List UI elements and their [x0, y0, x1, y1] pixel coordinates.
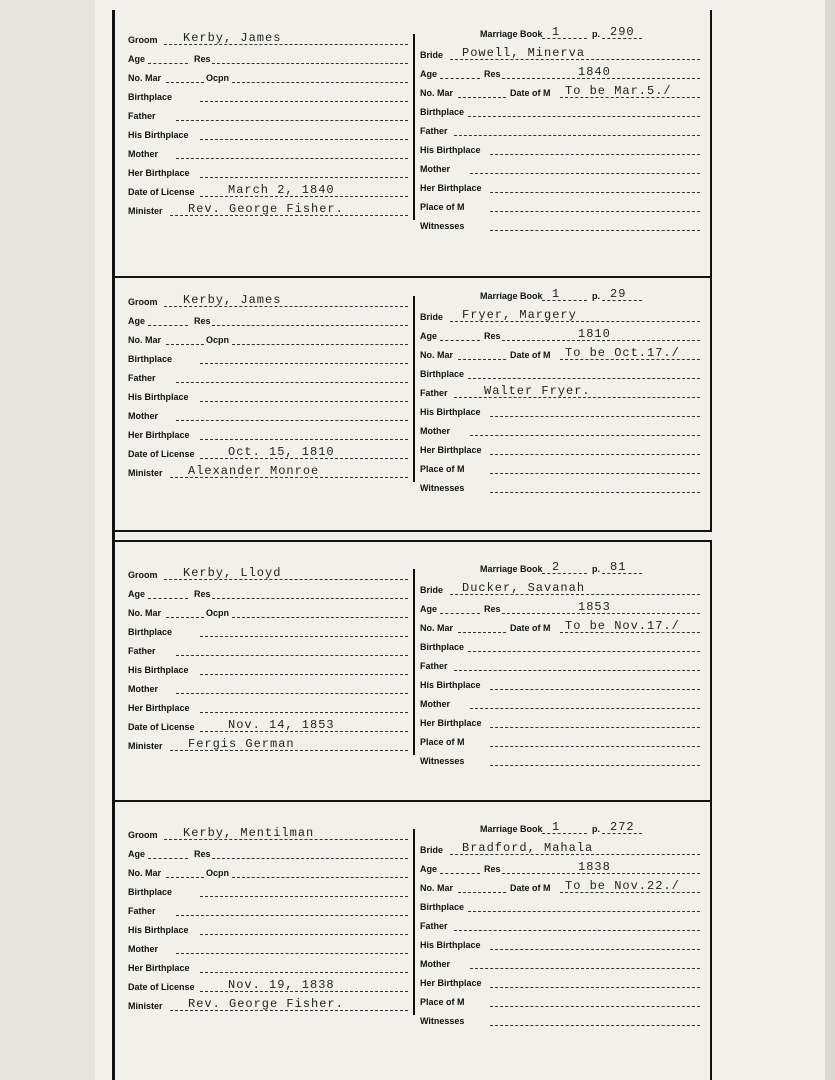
left-border [112, 10, 115, 1080]
fill-line [232, 617, 408, 618]
fill-line [232, 877, 408, 878]
fill-line [490, 1006, 700, 1007]
date-of-license-label: Date of License [128, 982, 195, 992]
fill-line [176, 953, 408, 954]
column-separator [413, 34, 415, 220]
card-divider-3 [115, 540, 712, 542]
marriage-book-label: Marriage Book [480, 824, 543, 834]
his-birthplace-label: His Birthplace [128, 925, 189, 935]
res-label: Res [194, 589, 211, 599]
fill-line [200, 101, 408, 102]
fill-line [200, 177, 408, 178]
birthplace-label: Birthplace [128, 92, 173, 102]
no-mar-label: No. Mar [128, 73, 162, 83]
marriage-record-card [128, 287, 703, 493]
fill-line [468, 911, 700, 912]
fill-line [470, 173, 700, 174]
mother-label: Mother [128, 149, 158, 159]
ocpn-label: Ocpn [206, 868, 230, 878]
fill-line [212, 858, 408, 859]
fill-line [454, 930, 700, 931]
bride-her-birthplace-label: Her Birthplace [420, 445, 482, 455]
fill-line [490, 154, 700, 155]
groom-name: Kerby, Mentilman [183, 826, 315, 840]
fill-line [440, 613, 480, 614]
fill-line [212, 325, 408, 326]
page-number: 272 [610, 820, 635, 834]
fill-line [200, 401, 408, 402]
fill-line [490, 1025, 700, 1026]
bride-age-label: Age [420, 69, 438, 79]
fill-line [148, 325, 188, 326]
minister-label: Minister [128, 468, 163, 478]
column-separator [413, 296, 415, 482]
bride-no-mar-label: No. Mar [420, 88, 454, 98]
bride-res-label: Res [484, 331, 501, 341]
bride-no-mar-label: No. Mar [420, 623, 454, 633]
date-of-m-label: Date of M [510, 350, 551, 360]
date-of-license-value: Nov. 19, 1838 [228, 978, 335, 992]
bride-father-label: Father [420, 126, 448, 136]
ocpn-label: Ocpn [206, 73, 230, 83]
fill-line [542, 833, 587, 834]
bride-name: Ducker, Savanah [462, 581, 586, 595]
bride-father-label: Father [420, 921, 448, 931]
date-of-m-value: To be Oct.17./ [565, 346, 680, 360]
date-of-m-value: To be Nov.22./ [565, 879, 680, 893]
place-of-m-label: Place of M [420, 202, 465, 212]
scan-left-margin [0, 0, 95, 1080]
fill-line [490, 689, 700, 690]
fill-line [458, 97, 506, 98]
bride-birthplace-label: Birthplace [420, 642, 465, 652]
fill-line [176, 120, 408, 121]
groom-label: Groom [128, 297, 158, 307]
fill-line [166, 877, 204, 878]
fill-line [232, 344, 408, 345]
bride-name: Bradford, Mahala [462, 841, 594, 855]
fill-line [166, 82, 204, 83]
fill-line [490, 765, 700, 766]
bride-age-label: Age [420, 604, 438, 614]
age-label: Age [128, 316, 146, 326]
fill-line [468, 651, 700, 652]
bride-label: Bride [420, 50, 444, 60]
date-of-m-label: Date of M [510, 623, 551, 633]
marriage-book-label: Marriage Book [480, 291, 543, 301]
bride-her-birthplace-label: Her Birthplace [420, 718, 482, 728]
res-label: Res [194, 54, 211, 64]
groom-label: Groom [128, 35, 158, 45]
his-birthplace-label: His Birthplace [128, 130, 189, 140]
date-of-m-value: To be Nov.17./ [565, 619, 680, 633]
fill-line [200, 363, 408, 364]
fill-line [468, 378, 700, 379]
page-label: p. [592, 564, 600, 574]
place-of-m-label: Place of M [420, 464, 465, 474]
bride-birthplace-label: Birthplace [420, 369, 465, 379]
her-birthplace-label: Her Birthplace [128, 168, 190, 178]
fill-line [490, 727, 700, 728]
bride-res-label: Res [484, 69, 501, 79]
fill-line [490, 473, 700, 474]
res-label: Res [194, 849, 211, 859]
fill-line [176, 158, 408, 159]
groom-name: Kerby, Lloyd [183, 566, 282, 580]
fill-line [200, 972, 408, 973]
fill-line [470, 968, 700, 969]
minister-name: Fergis German [188, 737, 295, 751]
bride-father-label: Father [420, 388, 448, 398]
fill-line [176, 420, 408, 421]
father-label: Father [128, 906, 156, 916]
fill-line [200, 712, 408, 713]
scan-right-margin [825, 0, 835, 1080]
fill-line [176, 915, 408, 916]
her-birthplace-label: Her Birthplace [128, 430, 190, 440]
date-of-license-label: Date of License [128, 722, 195, 732]
birthplace-label: Birthplace [128, 627, 173, 637]
fill-line [176, 655, 408, 656]
fill-line [200, 636, 408, 637]
bride-age-label: Age [420, 864, 438, 874]
fill-line [468, 116, 700, 117]
date-of-license-value: Oct. 15, 1810 [228, 445, 335, 459]
witnesses-label: Witnesses [420, 221, 465, 231]
fill-line [148, 598, 188, 599]
fill-line [542, 38, 587, 39]
fill-line [490, 454, 700, 455]
fill-line [490, 230, 700, 231]
groom-name: Kerby, James [183, 31, 282, 45]
fill-line [200, 139, 408, 140]
fill-line [440, 78, 480, 79]
groom-label: Groom [128, 830, 158, 840]
date-of-m-value: To be Mar.5./ [565, 84, 672, 98]
date-of-m-label: Date of M [510, 883, 551, 893]
right-border-lower [710, 540, 712, 1080]
fill-line [440, 873, 480, 874]
fill-line [454, 135, 700, 136]
res-year: 1840 [578, 65, 611, 79]
fill-line [454, 670, 700, 671]
bride-no-mar-label: No. Mar [420, 883, 454, 893]
fill-line [470, 435, 700, 436]
fill-line [490, 949, 700, 950]
bride-label: Bride [420, 845, 444, 855]
bride-age-label: Age [420, 331, 438, 341]
minister-label: Minister [128, 741, 163, 751]
res-year: 1853 [578, 600, 611, 614]
place-of-m-label: Place of M [420, 997, 465, 1007]
fill-line [440, 340, 480, 341]
bride-res-label: Res [484, 604, 501, 614]
page-number: 81 [610, 560, 627, 574]
birthplace-label: Birthplace [128, 887, 173, 897]
fill-line [166, 344, 204, 345]
bride-birthplace-label: Birthplace [420, 902, 465, 912]
bride-mother-label: Mother [420, 699, 450, 709]
mother-label: Mother [128, 411, 158, 421]
her-birthplace-label: Her Birthplace [128, 703, 190, 713]
page-number: 29 [610, 287, 627, 301]
bride-father-label: Father [420, 661, 448, 671]
card-divider-2 [115, 530, 712, 532]
age-label: Age [128, 589, 146, 599]
witnesses-label: Witnesses [420, 483, 465, 493]
age-label: Age [128, 849, 146, 859]
page-label: p. [592, 29, 600, 39]
bride-father-name: Walter Fryer. [484, 384, 591, 398]
marriage-book-label: Marriage Book [480, 564, 543, 574]
fill-line [176, 693, 408, 694]
bride-label: Bride [420, 312, 444, 322]
bride-label: Bride [420, 585, 444, 595]
fill-line [200, 934, 408, 935]
marriage-record-card [128, 820, 703, 1026]
fill-line [232, 82, 408, 83]
fill-line [200, 896, 408, 897]
bride-mother-label: Mother [420, 426, 450, 436]
his-birthplace-label: His Birthplace [128, 392, 189, 402]
father-label: Father [128, 111, 156, 121]
fill-line [458, 892, 506, 893]
bride-his-birthplace-label: His Birthplace [420, 680, 481, 690]
marriage-book-label: Marriage Book [480, 29, 543, 39]
fill-line [200, 439, 408, 440]
father-label: Father [128, 373, 156, 383]
page-label: p. [592, 824, 600, 834]
no-mar-label: No. Mar [128, 868, 162, 878]
bride-mother-label: Mother [420, 959, 450, 969]
bride-mother-label: Mother [420, 164, 450, 174]
ocpn-label: Ocpn [206, 335, 230, 345]
bride-her-birthplace-label: Her Birthplace [420, 978, 482, 988]
res-label: Res [194, 316, 211, 326]
bride-his-birthplace-label: His Birthplace [420, 145, 481, 155]
fill-line [542, 573, 587, 574]
fill-line [148, 858, 188, 859]
right-border-upper [710, 10, 712, 530]
fill-line [458, 359, 506, 360]
groom-name: Kerby, James [183, 293, 282, 307]
column-separator [413, 569, 415, 755]
bride-his-birthplace-label: His Birthplace [420, 940, 481, 950]
fill-line [176, 382, 408, 383]
mother-label: Mother [128, 944, 158, 954]
res-year: 1810 [578, 327, 611, 341]
fill-line [490, 987, 700, 988]
book-number: 1 [552, 820, 561, 834]
fill-line [490, 211, 700, 212]
marriage-record-card [128, 560, 703, 766]
book-number: 2 [552, 560, 561, 574]
minister-name: Rev. George Fisher. [188, 997, 344, 1011]
minister-name: Alexander Monroe [188, 464, 320, 478]
fill-line [490, 746, 700, 747]
card-divider-1 [115, 276, 712, 278]
fill-line [212, 598, 408, 599]
no-mar-label: No. Mar [128, 608, 162, 618]
witnesses-label: Witnesses [420, 756, 465, 766]
fill-line [490, 492, 700, 493]
his-birthplace-label: His Birthplace [128, 665, 189, 675]
fill-line [458, 632, 506, 633]
page-number: 290 [610, 25, 635, 39]
bride-res-label: Res [484, 864, 501, 874]
bride-her-birthplace-label: Her Birthplace [420, 183, 482, 193]
fill-line [470, 708, 700, 709]
fill-line [490, 192, 700, 193]
place-of-m-label: Place of M [420, 737, 465, 747]
fill-line [200, 674, 408, 675]
fill-line [166, 617, 204, 618]
witnesses-label: Witnesses [420, 1016, 465, 1026]
mother-label: Mother [128, 684, 158, 694]
minister-label: Minister [128, 206, 163, 216]
date-of-license-label: Date of License [128, 187, 195, 197]
book-number: 1 [552, 25, 561, 39]
age-label: Age [128, 54, 146, 64]
card-divider-4 [115, 800, 712, 802]
birthplace-label: Birthplace [128, 354, 173, 364]
bride-name: Powell, Minerva [462, 46, 586, 60]
date-of-m-label: Date of M [510, 88, 551, 98]
bride-no-mar-label: No. Mar [420, 350, 454, 360]
fill-line [212, 63, 408, 64]
bride-birthplace-label: Birthplace [420, 107, 465, 117]
bride-name: Fryer, Margery [462, 308, 577, 322]
res-year: 1838 [578, 860, 611, 874]
marriage-record-card [128, 25, 703, 231]
minister-name: Rev. George Fisher. [188, 202, 344, 216]
fill-line [148, 63, 188, 64]
bride-his-birthplace-label: His Birthplace [420, 407, 481, 417]
date-of-license-value: Nov. 14, 1853 [228, 718, 335, 732]
fill-line [542, 300, 587, 301]
book-number: 1 [552, 287, 561, 301]
no-mar-label: No. Mar [128, 335, 162, 345]
ocpn-label: Ocpn [206, 608, 230, 618]
fill-line [490, 416, 700, 417]
father-label: Father [128, 646, 156, 656]
page-label: p. [592, 291, 600, 301]
date-of-license-value: March 2, 1840 [228, 183, 335, 197]
minister-label: Minister [128, 1001, 163, 1011]
groom-label: Groom [128, 570, 158, 580]
her-birthplace-label: Her Birthplace [128, 963, 190, 973]
date-of-license-label: Date of License [128, 449, 195, 459]
column-separator [413, 829, 415, 1015]
